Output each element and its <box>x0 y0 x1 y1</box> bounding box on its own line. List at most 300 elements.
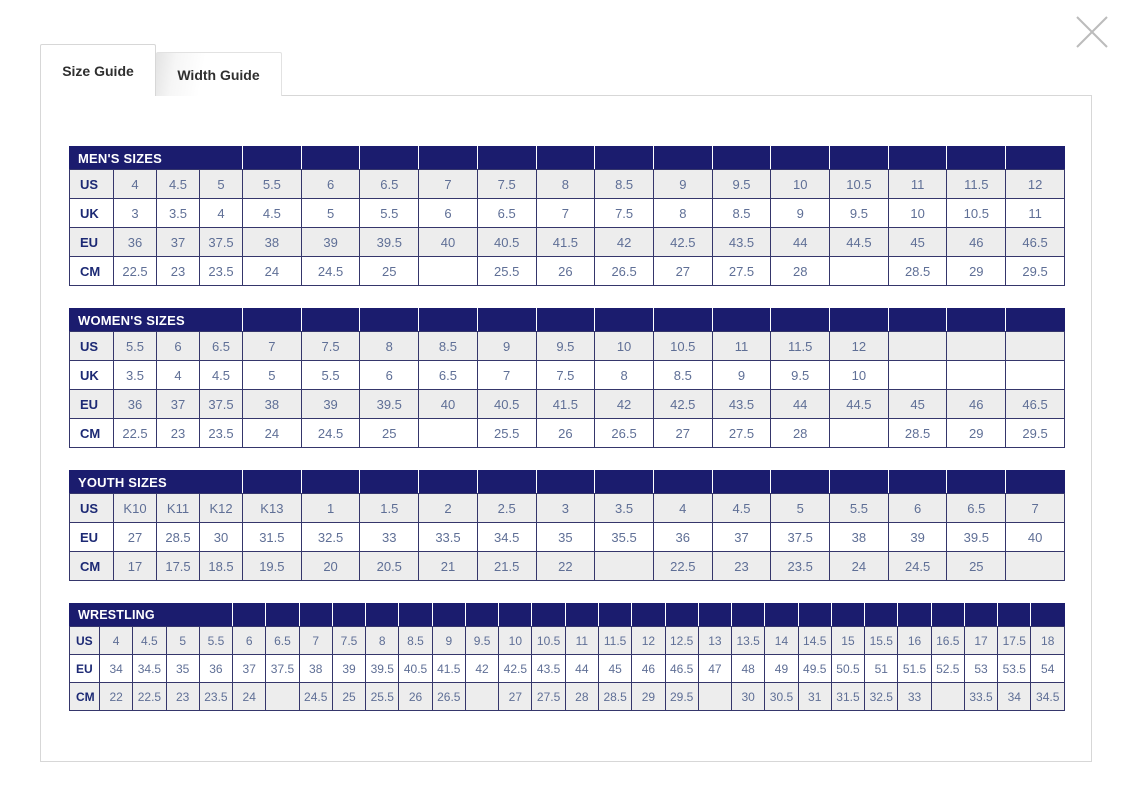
size-cell: 10.5 <box>947 199 1006 228</box>
table-header-row <box>70 309 1065 332</box>
size-cell: 14 <box>765 627 798 655</box>
size-cell: 11.5 <box>598 627 631 655</box>
size-cell: 39.5 <box>366 655 399 683</box>
size-cell: K13 <box>243 494 302 523</box>
size-cell: 6 <box>301 170 360 199</box>
size-cell: 26.5 <box>432 683 465 711</box>
size-cell: 44 <box>771 228 830 257</box>
size-cell: 4.5 <box>157 170 200 199</box>
size-cell: 7 <box>477 361 536 390</box>
size-cell: 7 <box>299 627 332 655</box>
size-cell: 36 <box>114 390 157 419</box>
size-cell: 39 <box>888 523 947 552</box>
size-cell: 4.5 <box>133 627 166 655</box>
size-cell: 44 <box>565 655 598 683</box>
size-tables <box>69 146 1065 711</box>
row-label: CM <box>70 683 100 711</box>
size-cell: 6 <box>419 199 478 228</box>
size-cell: 37 <box>157 390 200 419</box>
size-cell: K11 <box>157 494 200 523</box>
size-cell: 35.5 <box>595 523 654 552</box>
size-cell: 8 <box>595 361 654 390</box>
table-row-us <box>70 332 1065 361</box>
size-cell: 9.5 <box>465 627 498 655</box>
table-row-us <box>70 494 1065 523</box>
size-cell: 14.5 <box>798 627 831 655</box>
size-cell: 29.5 <box>665 683 698 711</box>
size-cell: 10 <box>499 627 532 655</box>
size-cell: 6 <box>360 361 419 390</box>
size-cell: 23 <box>157 419 200 448</box>
size-cell: 6.5 <box>200 332 243 361</box>
size-cell: 23 <box>166 683 199 711</box>
size-cell: 36 <box>114 228 157 257</box>
table-header-spacer <box>598 604 631 627</box>
table-row-cm <box>70 552 1065 581</box>
size-cell: 21.5 <box>477 552 536 581</box>
size-cell: 36 <box>199 655 232 683</box>
size-cell: 23.5 <box>199 683 232 711</box>
size-cell: 5 <box>200 170 243 199</box>
size-cell: 30 <box>200 523 243 552</box>
size-cell: 43.5 <box>712 228 771 257</box>
size-cell: 44.5 <box>830 228 889 257</box>
size-cell: 25 <box>360 257 419 286</box>
size-cell: 11 <box>1006 199 1065 228</box>
size-cell: 53 <box>964 655 997 683</box>
size-cell: 8.5 <box>419 332 478 361</box>
table-header-spacer <box>1031 604 1065 627</box>
size-cell: 6.5 <box>477 199 536 228</box>
size-cell: 49.5 <box>798 655 831 683</box>
table-header-spacer <box>653 309 712 332</box>
row-label: US <box>70 170 114 199</box>
size-cell: 46 <box>947 228 1006 257</box>
size-cell <box>888 361 947 390</box>
size-cell: 12.5 <box>665 627 698 655</box>
row-label: US <box>70 494 114 523</box>
table-header-spacer <box>243 309 302 332</box>
size-cell: 7 <box>536 199 595 228</box>
size-cell: 17 <box>114 552 157 581</box>
size-table-youth <box>69 470 1065 581</box>
size-cell: 26.5 <box>595 257 654 286</box>
table-header-spacer <box>301 309 360 332</box>
table-title: WRESTLING <box>70 604 233 627</box>
size-cell: 8.5 <box>712 199 771 228</box>
table-header-spacer <box>360 147 419 170</box>
size-cell: 23.5 <box>771 552 830 581</box>
table-header-spacer <box>888 147 947 170</box>
size-cell: 11.5 <box>771 332 830 361</box>
size-cell: 37 <box>712 523 771 552</box>
size-cell: 7 <box>419 170 478 199</box>
size-cell: 51 <box>865 655 898 683</box>
row-label: UK <box>70 199 114 228</box>
row-label: CM <box>70 257 114 286</box>
size-cell: 45 <box>598 655 631 683</box>
size-cell: 4 <box>200 199 243 228</box>
size-cell: 13.5 <box>732 627 765 655</box>
size-cell: 24.5 <box>301 419 360 448</box>
size-cell: 34.5 <box>133 655 166 683</box>
size-cell: 27 <box>499 683 532 711</box>
size-cell <box>931 683 964 711</box>
table-header-spacer <box>931 604 964 627</box>
size-cell: 52.5 <box>931 655 964 683</box>
size-cell: 26.5 <box>595 419 654 448</box>
size-cell <box>1006 361 1065 390</box>
size-cell: 22.5 <box>133 683 166 711</box>
size-cell: 37.5 <box>266 655 299 683</box>
size-cell: 31 <box>798 683 831 711</box>
row-label: EU <box>70 523 114 552</box>
size-cell: 32.5 <box>301 523 360 552</box>
size-cell: 8 <box>653 199 712 228</box>
size-cell: 5.5 <box>114 332 157 361</box>
table-header-spacer <box>360 471 419 494</box>
table-header-spacer <box>712 471 771 494</box>
table-header-spacer <box>532 604 565 627</box>
size-cell: 37.5 <box>200 228 243 257</box>
size-cell: 39.5 <box>360 390 419 419</box>
tab-width-guide[interactable] <box>156 52 282 96</box>
size-cell: 27.5 <box>532 683 565 711</box>
size-cell: 41.5 <box>432 655 465 683</box>
size-cell: 16.5 <box>931 627 964 655</box>
size-cell: 9.5 <box>712 170 771 199</box>
table-header-spacer <box>830 309 889 332</box>
size-cell <box>465 683 498 711</box>
size-cell <box>698 683 731 711</box>
size-cell: 4.5 <box>200 361 243 390</box>
table-row-eu <box>70 523 1065 552</box>
size-cell: 46 <box>632 655 665 683</box>
size-cell: 9 <box>712 361 771 390</box>
size-cell: 9 <box>477 332 536 361</box>
size-cell: 38 <box>299 655 332 683</box>
table-title: MEN'S SIZES <box>70 147 243 170</box>
size-cell: 7 <box>1006 494 1065 523</box>
size-cell: 31.5 <box>243 523 302 552</box>
size-cell: 17.5 <box>998 627 1031 655</box>
table-header-spacer <box>595 471 654 494</box>
table-header-spacer <box>301 147 360 170</box>
table-header-spacer <box>632 604 665 627</box>
size-cell: 9 <box>771 199 830 228</box>
size-cell: 29.5 <box>1006 257 1065 286</box>
close-button[interactable] <box>1072 12 1112 52</box>
size-cell: 37 <box>157 228 200 257</box>
size-cell: 27 <box>653 419 712 448</box>
size-cell: 4 <box>157 361 200 390</box>
table-row-us <box>70 627 1065 655</box>
size-cell: 6.5 <box>419 361 478 390</box>
size-cell: 37 <box>233 655 266 683</box>
size-cell: 15 <box>831 627 864 655</box>
size-cell: 33.5 <box>964 683 997 711</box>
row-label: EU <box>70 228 114 257</box>
table-header-spacer <box>536 309 595 332</box>
size-cell: 7.5 <box>332 627 365 655</box>
table-header-spacer <box>665 604 698 627</box>
table-header-spacer <box>299 604 332 627</box>
size-cell: 40.5 <box>477 228 536 257</box>
size-cell: 12 <box>1006 170 1065 199</box>
size-cell: 39 <box>301 390 360 419</box>
size-cell: 30 <box>732 683 765 711</box>
size-cell: 28 <box>771 419 830 448</box>
size-cell: 39.5 <box>360 228 419 257</box>
size-cell: 53.5 <box>998 655 1031 683</box>
size-cell: 31.5 <box>831 683 864 711</box>
table-header-spacer <box>419 471 478 494</box>
size-cell: 5.5 <box>199 627 232 655</box>
size-cell: 6 <box>233 627 266 655</box>
table-header-spacer <box>399 604 432 627</box>
size-cell: 41.5 <box>536 390 595 419</box>
size-cell: 10 <box>595 332 654 361</box>
table-header-spacer <box>595 309 654 332</box>
size-cell: 42 <box>595 390 654 419</box>
size-cell: 17 <box>964 627 997 655</box>
table-header-spacer <box>898 604 931 627</box>
size-cell: 3.5 <box>114 361 157 390</box>
row-label: CM <box>70 552 114 581</box>
table-header-spacer <box>771 147 830 170</box>
table-header-spacer <box>698 604 731 627</box>
table-header-spacer <box>366 604 399 627</box>
size-cell: 24 <box>243 419 302 448</box>
table-row-us <box>70 170 1065 199</box>
size-cell: 37.5 <box>771 523 830 552</box>
table-header-spacer <box>798 604 831 627</box>
size-cell: 23 <box>157 257 200 286</box>
size-cell: 44 <box>771 390 830 419</box>
table-header-row <box>70 471 1065 494</box>
size-cell: 3 <box>114 199 157 228</box>
size-cell: 43.5 <box>532 655 565 683</box>
size-cell: 35 <box>166 655 199 683</box>
size-cell: 39 <box>332 655 365 683</box>
row-label: EU <box>70 390 114 419</box>
size-cell: 5.5 <box>360 199 419 228</box>
table-header-spacer <box>998 604 1031 627</box>
tab-size-guide[interactable] <box>40 44 156 96</box>
size-cell: 5 <box>243 361 302 390</box>
row-label: US <box>70 332 114 361</box>
size-cell: 6 <box>888 494 947 523</box>
table-row-eu <box>70 390 1065 419</box>
size-cell: 24 <box>233 683 266 711</box>
table-header-spacer <box>712 309 771 332</box>
size-cell: 18.5 <box>200 552 243 581</box>
size-cell: 7.5 <box>595 199 654 228</box>
size-cell: 36 <box>653 523 712 552</box>
size-cell: 10 <box>771 170 830 199</box>
size-cell: 26 <box>536 419 595 448</box>
size-cell: 42 <box>595 228 654 257</box>
size-cell: 6 <box>157 332 200 361</box>
size-cell: 46.5 <box>1006 390 1065 419</box>
size-cell: 42.5 <box>499 655 532 683</box>
table-header-spacer <box>332 604 365 627</box>
size-cell: 38 <box>243 390 302 419</box>
size-cell: 33 <box>898 683 931 711</box>
table-header-spacer <box>771 471 830 494</box>
size-table-wrestling <box>69 603 1065 711</box>
table-header-spacer <box>477 309 536 332</box>
size-cell: 12 <box>830 332 889 361</box>
size-cell: 23.5 <box>200 419 243 448</box>
table-row-uk <box>70 199 1065 228</box>
size-cell: 1 <box>301 494 360 523</box>
size-cell: 38 <box>830 523 889 552</box>
table-header-spacer <box>1006 471 1065 494</box>
size-cell: 2.5 <box>477 494 536 523</box>
table-header-spacer <box>477 147 536 170</box>
size-cell: 11 <box>888 170 947 199</box>
size-cell: 42.5 <box>653 228 712 257</box>
size-cell: 40 <box>419 390 478 419</box>
table-header-spacer <box>964 604 997 627</box>
size-cell: 26 <box>399 683 432 711</box>
table-header-spacer <box>1006 309 1065 332</box>
size-cell: 7.5 <box>477 170 536 199</box>
size-cell: 27 <box>114 523 157 552</box>
size-cell: 4 <box>653 494 712 523</box>
size-cell: 3.5 <box>595 494 654 523</box>
table-header-spacer <box>1006 147 1065 170</box>
size-cell: 18 <box>1031 627 1065 655</box>
table-header-spacer <box>947 309 1006 332</box>
size-cell: 29 <box>632 683 665 711</box>
close-icon <box>1074 14 1110 50</box>
size-cell: 13 <box>698 627 731 655</box>
size-cell: 11 <box>565 627 598 655</box>
size-cell: 4 <box>100 627 133 655</box>
size-cell: 28.5 <box>157 523 200 552</box>
row-label: EU <box>70 655 100 683</box>
size-cell: 4.5 <box>243 199 302 228</box>
size-cell: 8.5 <box>595 170 654 199</box>
table-header-spacer <box>301 471 360 494</box>
table-header-spacer <box>765 604 798 627</box>
size-cell: 5.5 <box>830 494 889 523</box>
size-cell: 47 <box>698 655 731 683</box>
row-label: US <box>70 627 100 655</box>
table-title: WOMEN'S SIZES <box>70 309 243 332</box>
size-cell: 22 <box>100 683 133 711</box>
table-header-spacer <box>947 147 1006 170</box>
size-cell <box>830 419 889 448</box>
size-cell <box>419 257 478 286</box>
table-row-cm <box>70 683 1065 711</box>
table-header-spacer <box>712 147 771 170</box>
size-cell <box>888 332 947 361</box>
table-header-spacer <box>888 309 947 332</box>
size-cell: 48 <box>732 655 765 683</box>
size-cell: 46.5 <box>665 655 698 683</box>
table-header-spacer <box>266 604 299 627</box>
size-cell: 23.5 <box>200 257 243 286</box>
size-cell: 27.5 <box>712 419 771 448</box>
size-cell: 10 <box>888 199 947 228</box>
size-cell: 3 <box>536 494 595 523</box>
size-cell: 9 <box>432 627 465 655</box>
size-cell: 22.5 <box>653 552 712 581</box>
size-cell: 50.5 <box>831 655 864 683</box>
size-cell: 43.5 <box>712 390 771 419</box>
table-header-spacer <box>536 471 595 494</box>
table-row-cm <box>70 419 1065 448</box>
table-header-spacer <box>830 471 889 494</box>
size-cell: K12 <box>200 494 243 523</box>
size-cell: 9 <box>653 170 712 199</box>
tab-width-guide-label: Width Guide <box>177 66 260 83</box>
size-cell: 29 <box>947 419 1006 448</box>
size-cell: 42.5 <box>653 390 712 419</box>
table-header-spacer <box>233 604 266 627</box>
size-cell: 11 <box>712 332 771 361</box>
table-row-eu <box>70 228 1065 257</box>
size-cell: 33.5 <box>419 523 478 552</box>
size-cell: 25 <box>332 683 365 711</box>
size-cell: 40.5 <box>399 655 432 683</box>
size-cell: 5.5 <box>301 361 360 390</box>
size-cell: 21 <box>419 552 478 581</box>
table-header-spacer <box>432 604 465 627</box>
size-cell: 7 <box>243 332 302 361</box>
size-cell: 15.5 <box>865 627 898 655</box>
table-header-spacer <box>865 604 898 627</box>
size-cell: 24.5 <box>301 257 360 286</box>
row-label: UK <box>70 361 114 390</box>
table-row-cm <box>70 257 1065 286</box>
table-row-eu <box>70 655 1065 683</box>
table-header-spacer <box>419 147 478 170</box>
size-cell: 35 <box>536 523 595 552</box>
table-header-spacer <box>888 471 947 494</box>
size-cell: 26 <box>536 257 595 286</box>
size-cell: 5 <box>771 494 830 523</box>
size-cell: 8 <box>536 170 595 199</box>
size-cell: 46 <box>947 390 1006 419</box>
table-header-spacer <box>771 309 830 332</box>
size-cell: 22 <box>536 552 595 581</box>
size-cell: 22.5 <box>114 419 157 448</box>
size-cell: 23 <box>712 552 771 581</box>
size-cell: 25 <box>947 552 1006 581</box>
size-cell: 28 <box>771 257 830 286</box>
size-cell: 28.5 <box>888 419 947 448</box>
size-cell: 5 <box>301 199 360 228</box>
size-cell: K10 <box>114 494 157 523</box>
size-cell: 24.5 <box>299 683 332 711</box>
size-cell: 24 <box>243 257 302 286</box>
size-cell: 7.5 <box>301 332 360 361</box>
size-cell: 39 <box>301 228 360 257</box>
size-cell: 34 <box>100 655 133 683</box>
size-cell: 19.5 <box>243 552 302 581</box>
size-cell: 20 <box>301 552 360 581</box>
size-cell: 4.5 <box>712 494 771 523</box>
size-cell: 8.5 <box>399 627 432 655</box>
size-cell: 10.5 <box>653 332 712 361</box>
table-header-spacer <box>565 604 598 627</box>
size-cell: 7.5 <box>536 361 595 390</box>
table-header-spacer <box>653 471 712 494</box>
